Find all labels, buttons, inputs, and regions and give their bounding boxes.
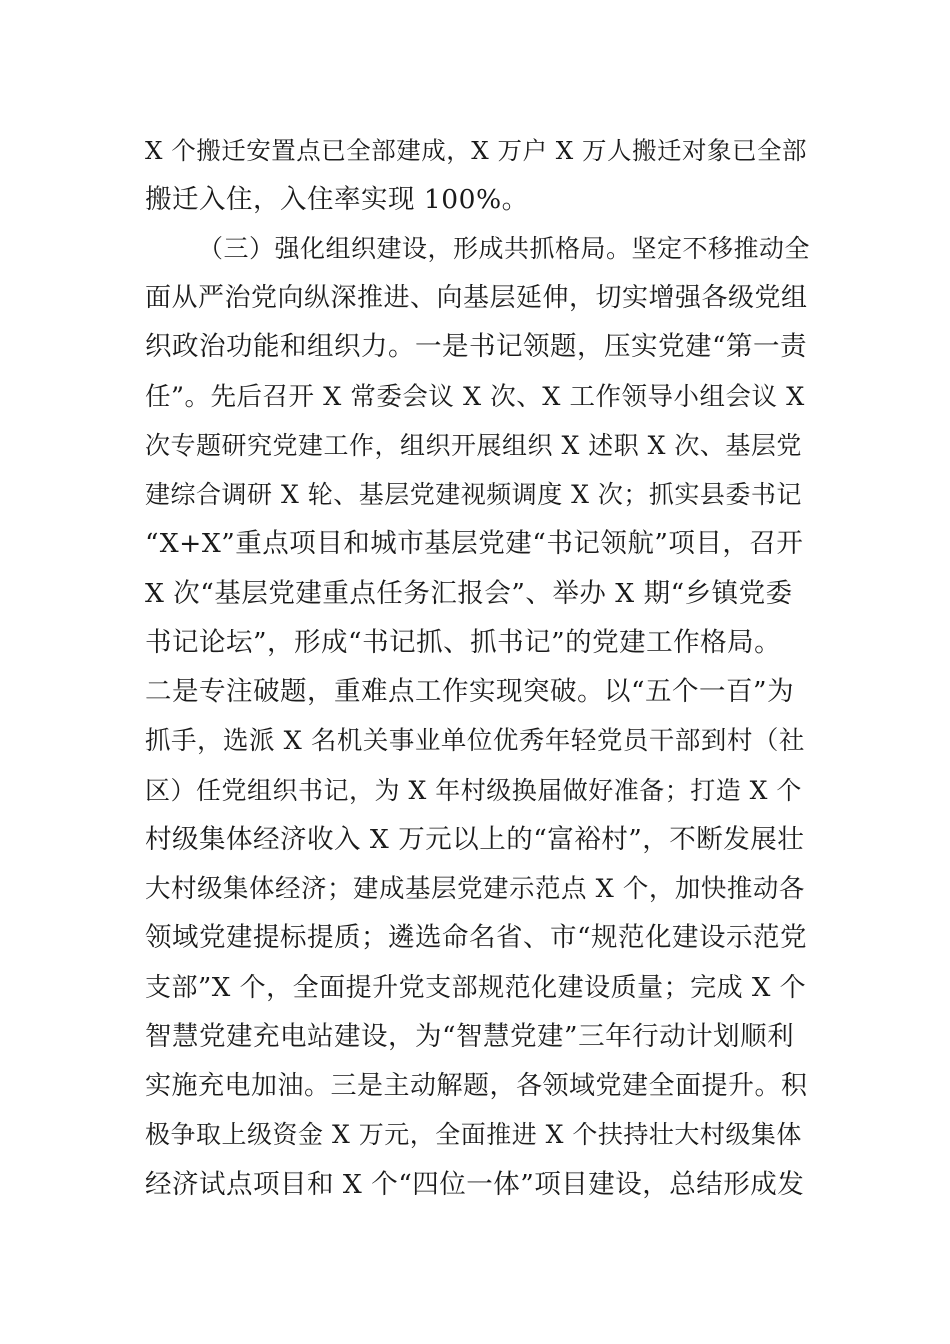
text-line: X 次“基层党建重点任务汇报会”、举办 X 期“乡镇党委: [145, 578, 793, 609]
text-line: 大村级集体经济；建成基层党建示范点 X 个，加快推动各: [145, 874, 805, 904]
text-line: 区）任党组织书记，为 X 年村级换届做好准备；打造 X 个: [145, 776, 802, 805]
paragraph-start-line: （三）强化组织建设，形成共抓格局。坚定不移推动全: [198, 234, 811, 263]
text-line: 领域党建提标提质；遴选命名省、市“规范化建设示范党: [145, 922, 808, 953]
text-line: “X+X”重点项目和城市基层党建“书记领航”项目，召开: [145, 528, 804, 559]
text-line: 二是专注破题，重难点工作实现突破。以“五个一百”为: [145, 676, 795, 707]
text-line: 书记论坛”，形成“书记抓、抓书记”的党建工作格局。: [145, 627, 782, 658]
text-line: 次专题研究党建工作，组织开展组织 X 述职 X 次、基层党: [145, 431, 802, 460]
text-line: 实施充电加油。三是主动解题，各领域党建全面提升。积: [145, 1071, 808, 1101]
text-line: 村级集体经济收入 X 万元以上的“富裕村”，不断发展壮: [145, 824, 805, 855]
text-line: 建综合调研 X 轮、基层党建视频调度 X 次；抓实县委书记: [145, 480, 802, 509]
text-line: 织政治功能和组织力。一是书记领题，压实党建“第一责: [145, 331, 808, 362]
text-line: 极争取上级资金 X 万元，全面推进 X 个扶持壮大村级集体: [145, 1120, 802, 1149]
text-line: 抓手，选派 X 名机关事业单位优秀年轻党员干部到村（社: [145, 726, 805, 756]
text-line: 搬迁入住，入住率实现 100%。: [145, 184, 529, 215]
text-line: 支部”X 个，全面提升党支部规范化建设质量；完成 X 个: [145, 973, 807, 1003]
text-line: 任”。先后召开 X 常委会议 X 次、X 工作领导小组会议 X: [145, 382, 805, 412]
text-line: 面从严治党向纵深推进、向基层延伸，切实增强各级党组: [145, 283, 808, 313]
text-line: 经济试点项目和 X 个“四位一体”项目建设，总结形成发: [145, 1169, 805, 1200]
text-line: X 个搬迁安置点已全部建成，X 万户 X 万人搬迁对象已全部: [145, 136, 807, 165]
text-line: 智慧党建充电站建设，为“智慧党建”三年行动计划顺利: [145, 1021, 795, 1052]
